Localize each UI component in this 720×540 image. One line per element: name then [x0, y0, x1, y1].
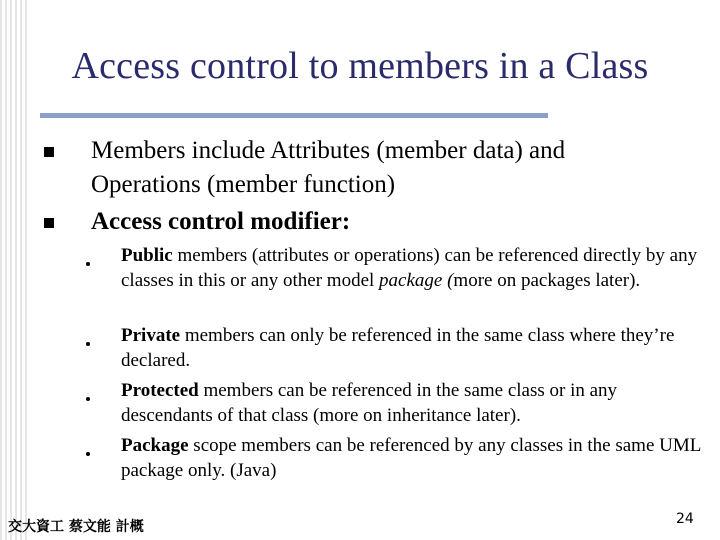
- dot-bullet-icon: [86, 397, 90, 401]
- slide-title: Access control to members in a Class: [71, 45, 649, 87]
- page-number: 24: [676, 511, 694, 527]
- public-text-end: more on packages later).: [453, 270, 641, 291]
- footer-text: 交大資工 蔡文能 計概: [8, 519, 144, 535]
- keyword-package: Package: [121, 435, 189, 456]
- sub-bullet-package: [121, 433, 701, 483]
- dot-bullet-icon: [86, 262, 90, 266]
- public-italic: package (: [379, 270, 454, 291]
- bullet-members: [91, 134, 565, 202]
- public-text: members (attributes or operations) can be referenced directly by any classes in this or any other model: [121, 245, 698, 291]
- bullet-access-control: Access control modifier:: [91, 208, 351, 235]
- dot-bullet-icon: [86, 342, 90, 346]
- dot-bullet-icon: [86, 452, 90, 456]
- package-text: scope members can be referenced by any classes in the same UML package only. (Java): [121, 435, 701, 481]
- sub-bullet-protected: [121, 378, 701, 428]
- keyword-public: Public: [121, 245, 173, 266]
- sub-bullet-private: [121, 323, 701, 373]
- title-underline: [40, 113, 548, 118]
- square-bullet-icon: [44, 147, 54, 157]
- bullet-members-line1: Members include Attributes (member data) and: [91, 137, 566, 164]
- keyword-private: Private: [121, 325, 181, 346]
- square-bullet-icon: [44, 218, 54, 228]
- protected-text: members can be referenced in the same class or in any descendants of that class (more on inheritance later).: [121, 380, 618, 426]
- private-text: members can only be referenced in the same class where they’re declared.: [121, 325, 675, 371]
- sub-bullet-public: [121, 243, 701, 293]
- bullet-members-line2: Operations (member function): [91, 171, 396, 198]
- keyword-protected: Protected: [121, 380, 199, 401]
